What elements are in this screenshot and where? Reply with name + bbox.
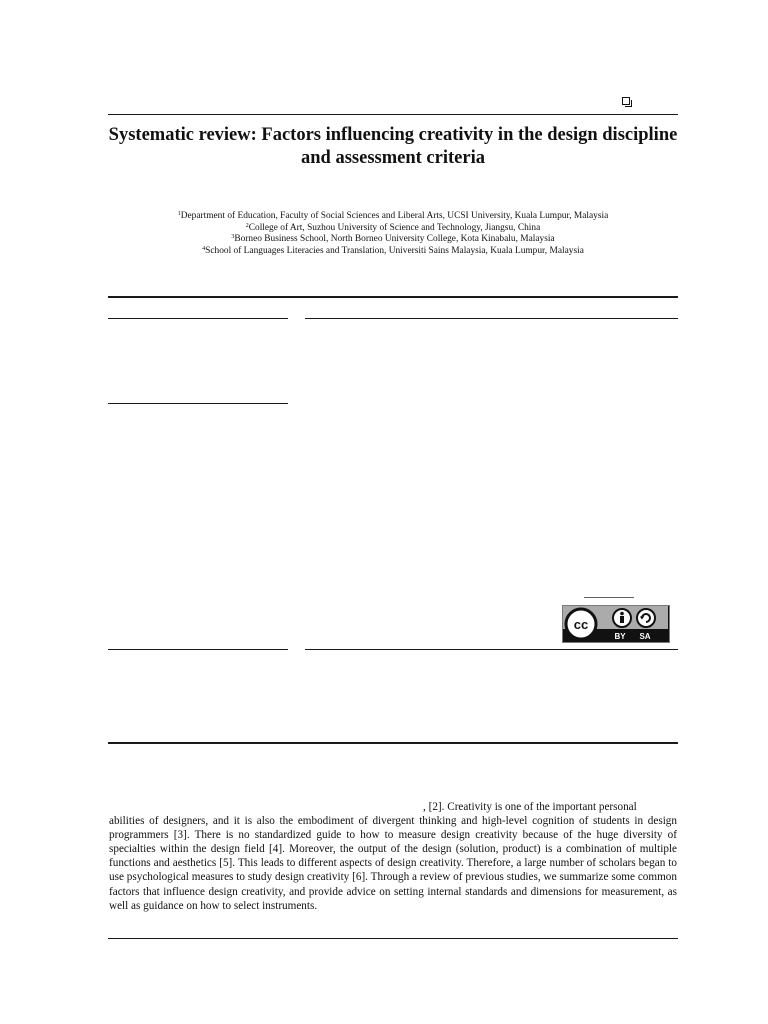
article-info-left-rule — [108, 318, 288, 319]
keywords-rule — [108, 403, 288, 404]
license-sa-label: SA — [639, 632, 651, 641]
paper-title: Systematic review: Factors influencing creativity in the design discipline and assessment criteria — [108, 125, 678, 168]
license-link[interactable] — [584, 597, 634, 598]
affiliation-item: $^4$School of Languages Literacies and Translation, Universiti Sains Malaysia, Kuala Lumpur, Malaysia — [202, 246, 584, 257]
intro-body: abilities of designers, and it is also the embodiment of divergent thinking and high-level cognition of students in design programmers [3]. There is no standardized guide to how to measure design creativity because of the huge diversity of specialties within the design field [4]. Moreover, the output of the design (solution, product) is a combination of multiple functions and aesthetics [5]. This leads to different aspects of design creativity. Therefore, a large number of scholars began to use psychological measures to study design creativity [6]. Through a review of previous studies, we summarize some common factors that influence design creativity, and provide advice on setting internal standards and dimensions for measurement, as well as guidance on how to select instruments. — [109, 815, 677, 912]
affiliation-item: $^3$Borneo Business School, North Borneo University College, Kota Kinabalu, Malaysia — [231, 234, 555, 245]
affiliation-item: $^1$Department of Education, Faculty of Social Sciences and Liberal Arts, UCSI University, Kuala Lumpur, Malaysia — [177, 211, 609, 221]
header-rule — [108, 114, 678, 115]
cc-by-sa-badge[interactable] — [562, 605, 670, 643]
svg-text:cc: cc — [573, 617, 589, 632]
creative-commons-icon — [566, 609, 596, 639]
abstract-top-rule — [305, 318, 678, 319]
article-info-bottom-left-rule — [108, 649, 288, 650]
abstract-bottom-rule — [305, 649, 678, 650]
share-alike-icon — [637, 609, 655, 627]
intro-lead-line: , [2]. Creativity is one of the important personal — [423, 801, 637, 813]
footer-rule — [108, 938, 678, 939]
license-by-label: BY — [614, 632, 626, 641]
header-square-icon — [622, 97, 630, 105]
affiliation-item: $^2$College of Art, Suzhou University of Science and Technology, Jiangsu, China — [245, 222, 541, 233]
article-info-top-rule — [108, 296, 678, 298]
attribution-icon — [613, 609, 631, 627]
affiliation-list — [108, 211, 678, 258]
introduction-paragraph — [109, 800, 677, 913]
corresponding-author-rule — [108, 742, 678, 744]
